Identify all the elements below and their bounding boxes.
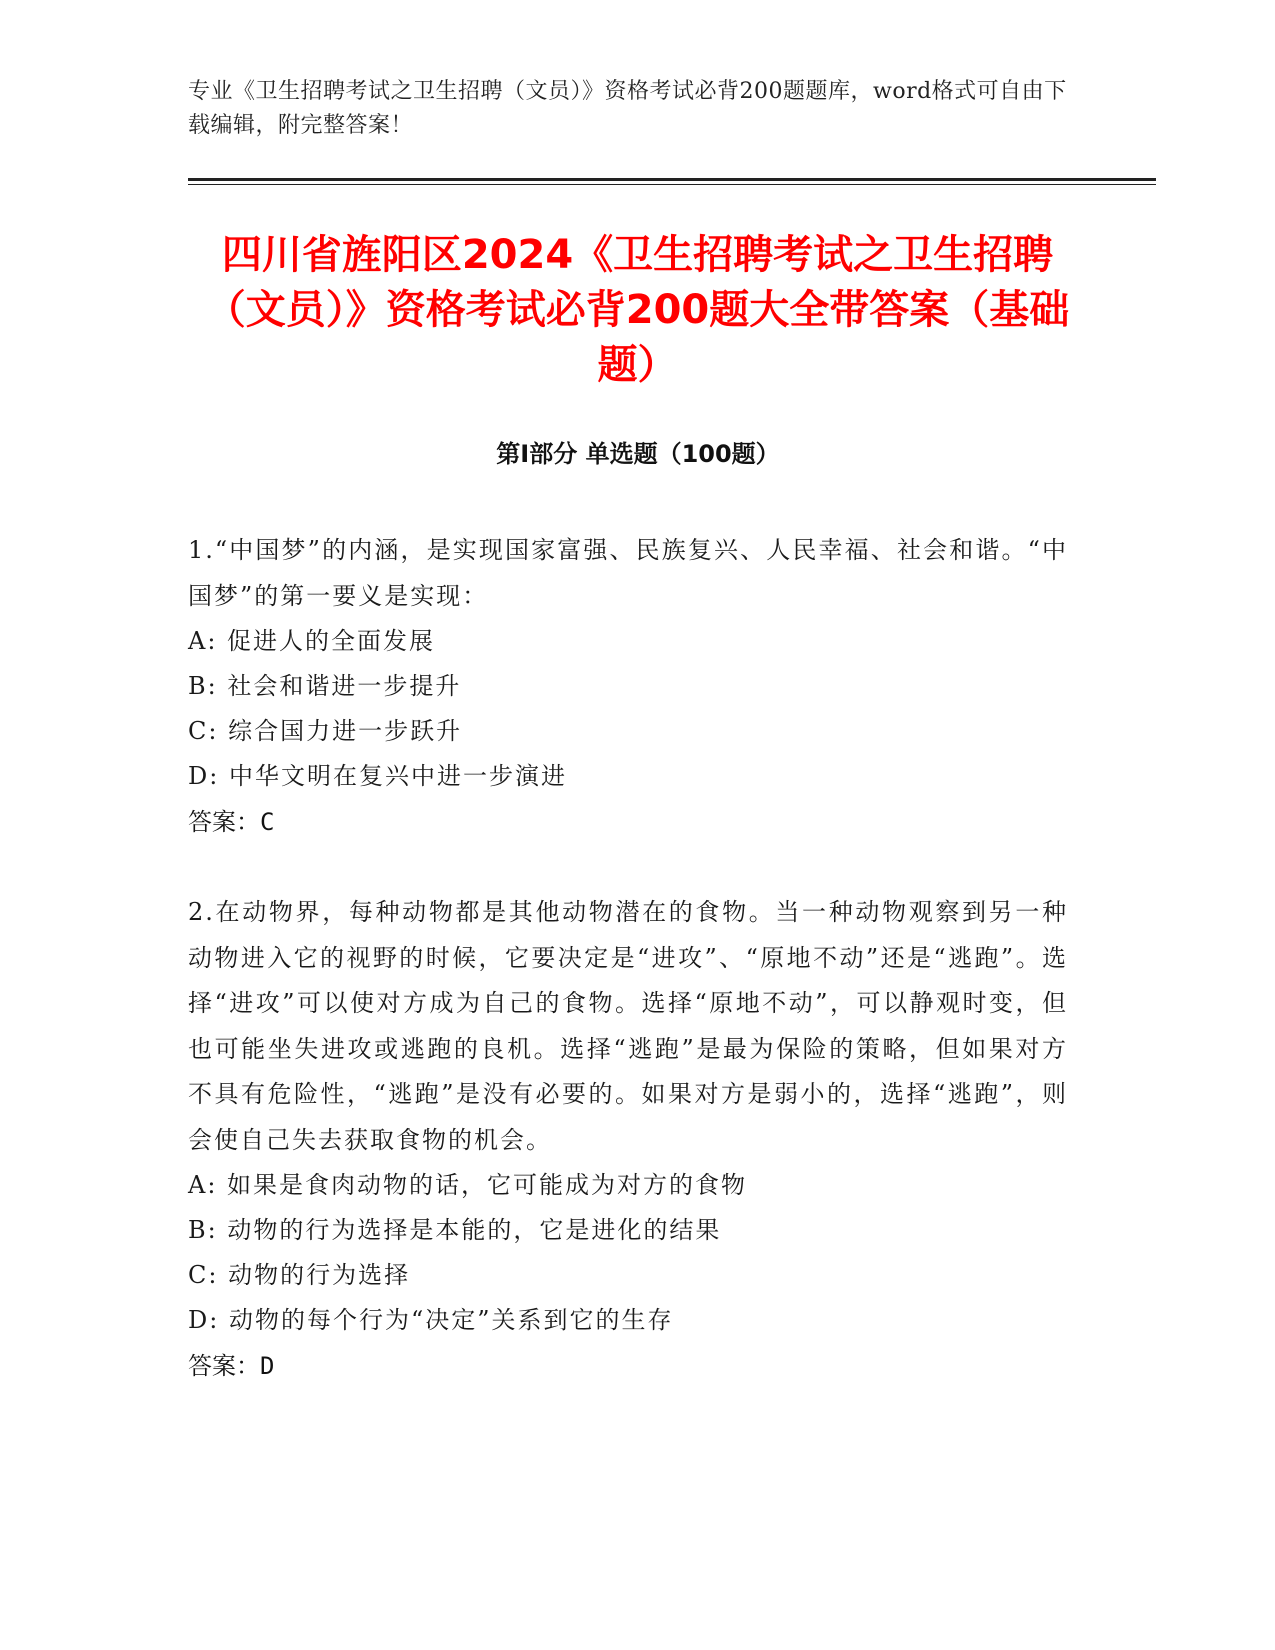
- option-d: D: 动物的每个行为“决定”关系到它的生存: [188, 1306, 674, 1334]
- section-title: 第Ⅰ部分 单选题（100题）: [496, 440, 780, 468]
- question-2: [188, 890, 1068, 1389]
- header-rule-thin: [188, 184, 1156, 185]
- question-stem: 1.“中国梦”的内涵，是实现国家富强、民族复兴、人民幸福、社会和谐。“中国梦”的第一要义是实现：: [188, 536, 1068, 610]
- option-a: A: 如果是食肉动物的话，它可能成为对方的食物: [188, 1171, 748, 1199]
- answer: [188, 799, 1068, 845]
- answer-value: C: [260, 808, 275, 836]
- option-d: D: 中华文明在复兴中进一步演进: [188, 762, 567, 790]
- option-b: B: 社会和谐进一步提升: [188, 672, 462, 700]
- option-c: C: 动物的行为选择: [188, 1261, 411, 1289]
- document-title: 四川省旌阳区2024《卫生招聘考试之卫生招聘（文员）》资格考试必背200题大全带答案（基础题）: [205, 232, 1070, 388]
- question-1: [188, 528, 1068, 845]
- answer-label: 答案：: [188, 1352, 260, 1380]
- header-note: 专业《卫生招聘考试之卫生招聘（文员）》资格考试必背200题题库，word格式可自由下载编辑，附完整答案！: [188, 79, 1067, 138]
- answer-label: 答案：: [188, 808, 260, 836]
- option-b: B: 动物的行为选择是本能的，它是进化的结果: [188, 1216, 722, 1244]
- header-rule-thick: [188, 178, 1156, 181]
- answer: [188, 1343, 1068, 1389]
- answer-value: D: [260, 1352, 275, 1380]
- option-c: C: 综合国力进一步跃升: [188, 717, 463, 745]
- option-a: A: 促进人的全面发展: [188, 627, 436, 655]
- question-stem: 2.在动物界，每种动物都是其他动物潜在的食物。当一种动物观察到另一种动物进入它的视野的时候，它要决定是“进攻”、“原地不动”还是“逃跑”。选择“进攻”可以使对方成为自己的食物。选择“原地不动”，可以静观时变，但也可能坐失进攻或逃跑的良机。选择“逃跑”是最为保险的策略，但如果对方不具有危险性，“逃跑”是没有必要的。如果对方是弱小的，选择“逃跑”，则会使自己失去获取食物的机会。: [188, 898, 1068, 1154]
